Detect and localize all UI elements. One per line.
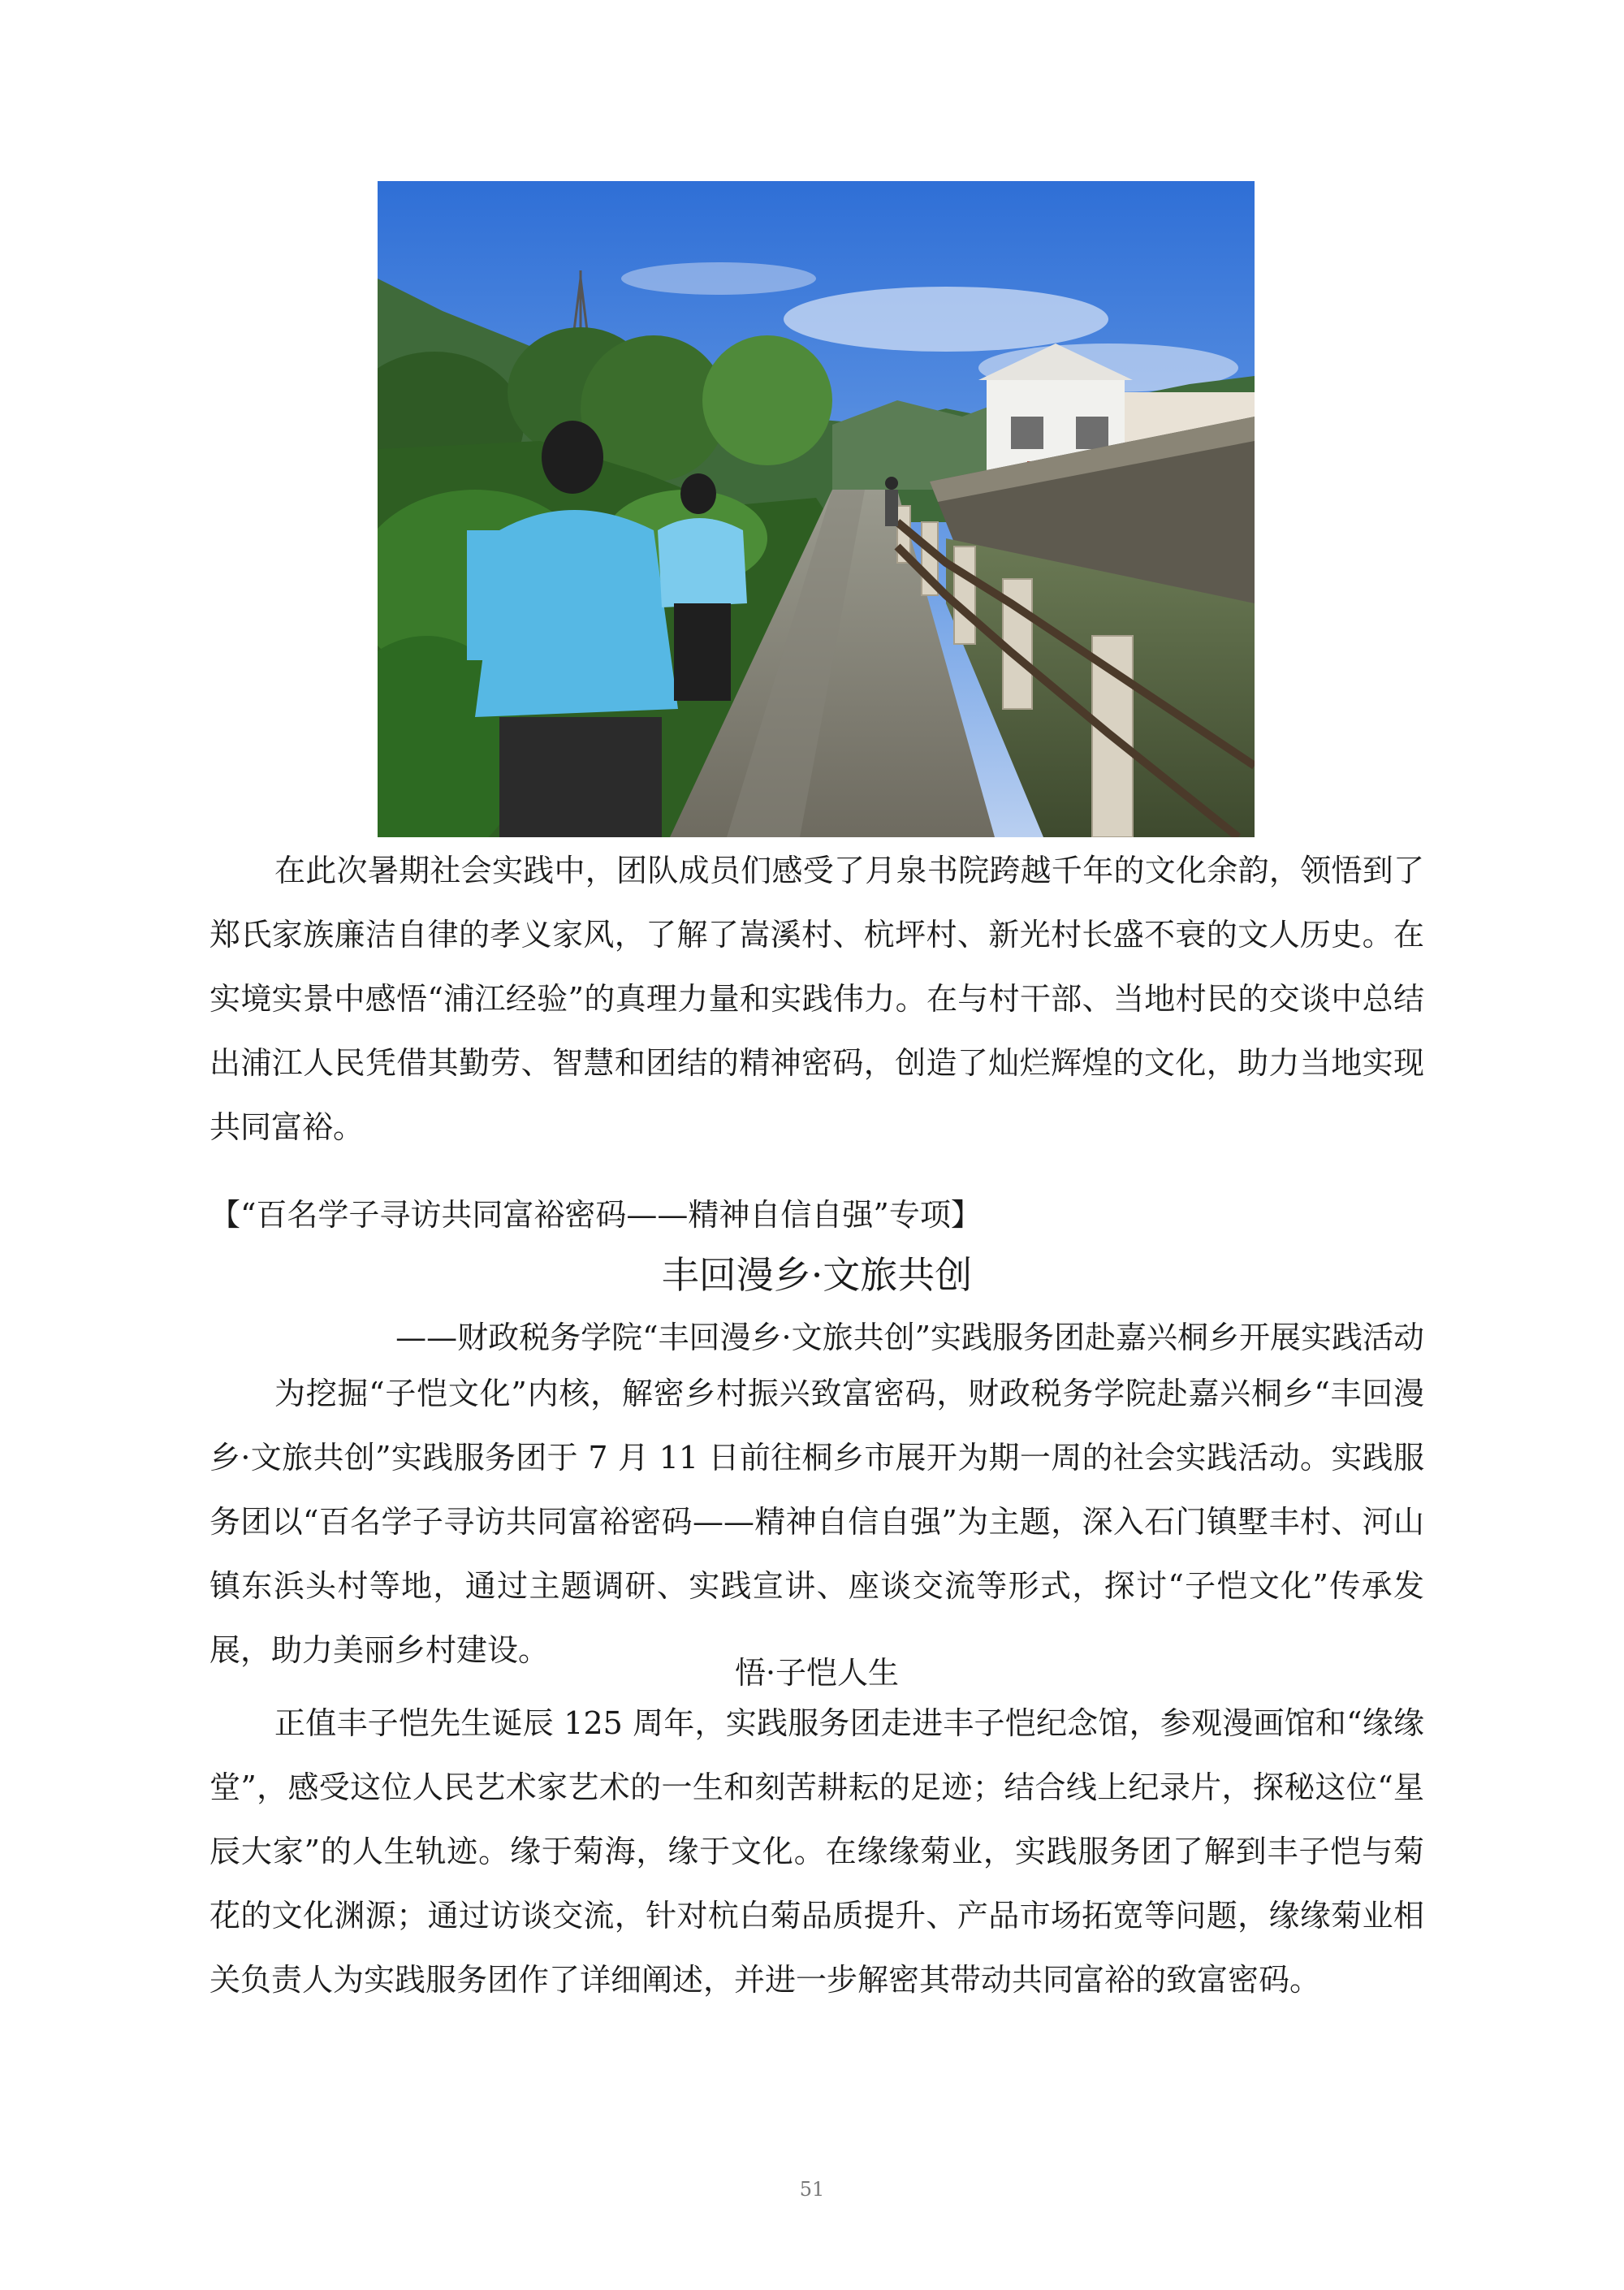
article-title: 丰回漫乡·文旅共创 [661,1253,973,1297]
section-tag: 【“百名学子寻访共同富裕密码——精神自信自强”专项】 [209,1197,982,1233]
article-subtitle: ——财政税务学院“丰回漫乡·文旅共创”实践服务团赴嘉兴桐乡开展实践活动 [395,1320,1424,1355]
paragraph-intro: 为挖掘“子恺文化”内核，解密乡村振兴致富密码，财政税务学院赴嘉兴桐乡“丰回漫乡·文旅共创”实践服务团于 7 月 11 日前往桐乡市展开为期一周的社会实践活动。实践服务团以“百名学子寻访共同富裕密码——精神自信自强”为主题，深入石门镇墅丰村、河山镇东浜头村等地，通过主题调研、实践宣讲、座谈交流等形式，探讨“子恺文化”传承发展，助力美丽乡村建设。 [209,1376,1424,1668]
section-heading: 悟·子恺人生 [734,1655,900,1691]
photo-river-walkway [378,181,1255,837]
paragraph-pujiang-summary: 在此次暑期社会实践中，团队成员们感受了月泉书院跨越千年的文化余韵，领悟到了郑氏家族廉洁自律的孝义家风，了解了嵩溪村、杭坪村、新光村长盛不衰的文人历史。在实境实景中感悟“浦江经验”的真理力量和实践伟力。在与村干部、当地村民的交谈中总结出浦江人民凭借其勤劳、智慧和团结的精神密码，创造了灿烂辉煌的文化，助力当地实现共同富裕。 [209,853,1424,1145]
page-number: 51 [799,2178,825,2201]
paragraph-fengzikai: 正值丰子恺先生诞辰 125 周年，实践服务团走进丰子恺纪念馆，参观漫画馆和“缘缘堂”，感受这位人民艺术家艺术的一生和刻苦耕耘的足迹；结合线上纪录片，探秘这位“星辰大家”的人生轨迹。缘于菊海，缘于文化。在缘缘菊业，实践服务团了解到丰子恺与菊花的文化渊源；通过访谈交流，针对杭白菊品质提升、产品市场拓宽等问题，缘缘菊业相关负责人为实践服务团作了详细阐述，并进一步解密其带动共同富裕的致富密码。 [209,1705,1424,1998]
